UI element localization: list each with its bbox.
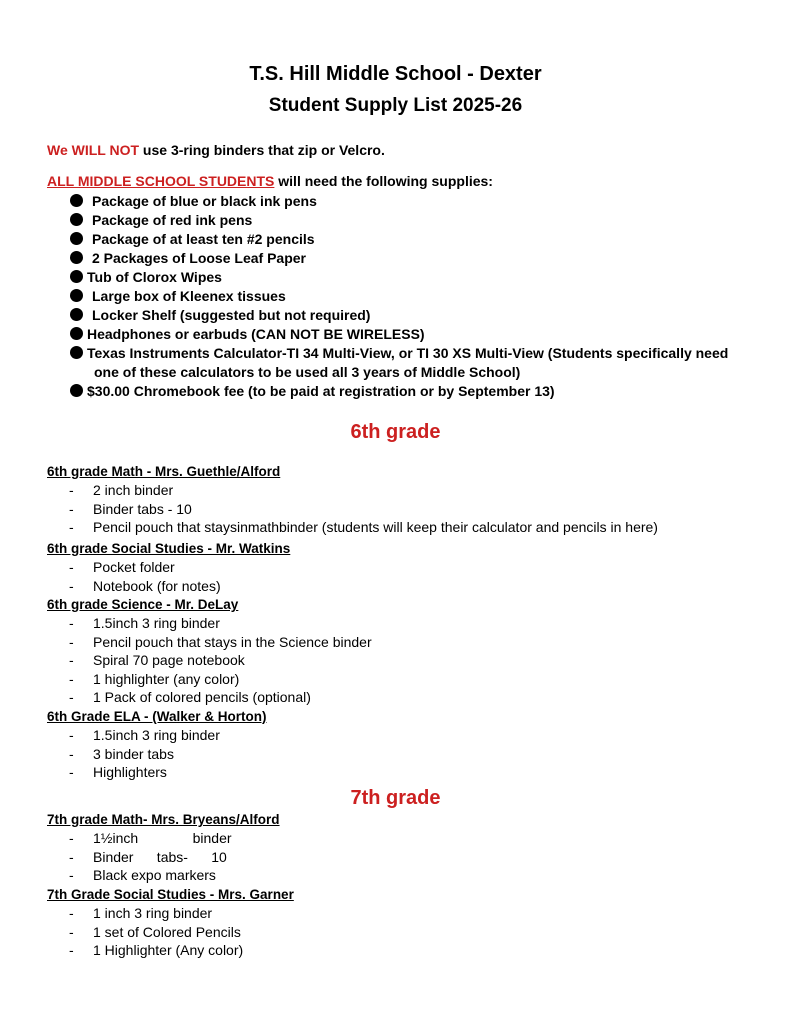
list-item: Package of blue or black ink pens xyxy=(70,192,770,211)
section-title: 6th grade Science - Mr. DeLay xyxy=(47,597,239,612)
list-item: - 1 Pack of colored pencils (optional) xyxy=(69,689,311,705)
list-item: Headphones or earbuds (CAN NOT BE WIRELESS) xyxy=(70,325,770,344)
all-students-text: will need the following supplies: xyxy=(274,173,493,189)
grade7-math-section xyxy=(47,811,767,885)
all-students-emphasis: ALL MIDDLE SCHOOL STUDENTS xyxy=(47,173,275,189)
list-item: - Binder tabs- 10 xyxy=(69,848,227,865)
list-item: - Pocket folder xyxy=(69,559,175,575)
notice-emphasis: We WILL NOT xyxy=(47,142,140,158)
list-item: - 1 inch 3 ring binder xyxy=(69,905,213,921)
grade6-social-studies-section xyxy=(47,540,767,595)
section-title: 7th grade Math- Mrs. Bryeans/Alford xyxy=(47,812,280,827)
grade-6-heading: 6th grade xyxy=(350,421,441,443)
bullet-icon xyxy=(70,289,83,302)
list-item: 2 Packages of Loose Leaf Paper xyxy=(70,249,770,268)
section-title: 7th Grade Social Studies - Mrs. Garner xyxy=(47,887,294,902)
list-item: - 1.5inch 3 ring binder xyxy=(69,615,220,631)
bullet-icon xyxy=(70,194,83,207)
list-item: - 1.5inch 3 ring binder xyxy=(69,727,220,743)
list-item: - 1½inch binder xyxy=(69,830,232,846)
school-title: T.S. Hill Middle School - Dexter xyxy=(249,63,542,85)
general-supplies-list xyxy=(70,192,770,401)
list-item: - Black expo markers xyxy=(69,867,216,883)
bullet-icon xyxy=(70,270,83,283)
bullet-icon xyxy=(70,327,83,340)
list-item: Large box of Kleenex tissues xyxy=(70,287,770,306)
grade6-math-section xyxy=(47,463,767,537)
grade7-social-studies-section xyxy=(47,886,767,960)
list-item: - 1 highlighter (any color) xyxy=(69,670,240,687)
list-item: Package of at least ten #2 pencils xyxy=(70,230,770,249)
list-item: - Binder tabs - 10 xyxy=(69,500,192,517)
section-title: 6th Grade ELA - (Walker & Horton) xyxy=(47,709,267,724)
grade-7-heading: 7th grade xyxy=(350,787,441,809)
bullet-icon xyxy=(70,232,83,245)
list-item: - 3 binder tabs xyxy=(69,745,174,762)
notice-text: use 3-ring binders that zip or Velcro. xyxy=(139,142,385,158)
list-item: Texas Instruments Calculator-TI 34 Multi-View, or TI 30 XS Multi-View (Students specifically need one of these calculators to be used all 3 years of Middle School) xyxy=(70,344,770,382)
grade6-ela-section xyxy=(47,708,767,782)
bullet-icon xyxy=(70,308,83,321)
grade6-science-section xyxy=(47,596,767,707)
binder-notice xyxy=(47,142,385,158)
list-item: Tub of Clorox Wipes xyxy=(70,268,770,287)
section-title: 6th grade Math - Mrs. Guethle/Alford xyxy=(47,464,281,479)
bullet-icon xyxy=(70,213,83,226)
list-item: - Notebook (for notes) xyxy=(69,577,221,594)
all-students-heading xyxy=(47,173,493,189)
list-item: - Highlighters xyxy=(69,764,167,780)
list-item: Locker Shelf (suggested but not required) xyxy=(70,306,770,325)
list-item: - Pencil pouch that staysinmathbinder (students will keep their calculator and pencils in here) xyxy=(69,519,658,535)
list-item: Package of red ink pens xyxy=(70,211,770,230)
list-item: $30.00 Chromebook fee (to be paid at registration or by September 13) xyxy=(70,382,770,401)
list-item: - 2 inch binder xyxy=(69,482,174,498)
list-item: - Spiral 70 page notebook xyxy=(69,652,245,668)
bullet-icon xyxy=(70,251,83,264)
list-title: Student Supply List 2025-26 xyxy=(268,95,523,116)
list-item: - 1 Highlighter (Any color) xyxy=(69,942,244,958)
section-title: 6th grade Social Studies - Mr. Watkins xyxy=(47,541,291,556)
bullet-icon xyxy=(70,384,83,397)
bullet-icon xyxy=(70,346,83,359)
list-item: - 1 set of Colored Pencils xyxy=(69,923,241,940)
list-item: - Pencil pouch that stays in the Science binder xyxy=(69,633,372,650)
